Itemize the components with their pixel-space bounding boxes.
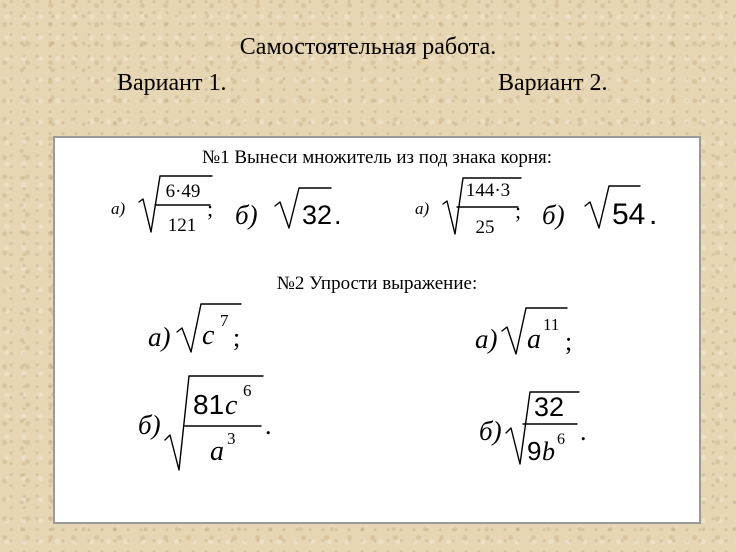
- v2-t2-b-numerator: 32: [533, 392, 565, 422]
- v1-t2-b-label: б): [138, 410, 161, 440]
- v1-t2-b-numerator-var: c: [225, 390, 238, 421]
- v2-t1-b-end: .: [649, 198, 658, 231]
- v1-t1-a-numerator: 6·49: [165, 181, 201, 202]
- formulas-svg: [55, 138, 699, 522]
- v1-t1-b-label: б): [235, 200, 258, 230]
- v2-t1-b-radicand: 54: [612, 198, 646, 231]
- page-title: Самостоятельная работа.: [239, 34, 497, 60]
- v2-t2-a-base: a: [527, 324, 541, 355]
- v2-t2-b-denominator-var: b: [542, 437, 555, 466]
- v2-t1-a-numerator: 144·3: [465, 180, 511, 201]
- v2-t2-b-end: .: [580, 417, 587, 446]
- v1-t2-a-base: c: [202, 320, 215, 351]
- v1-t1-b-end: .: [334, 200, 342, 230]
- v2-t2-a-end: ;: [565, 327, 573, 356]
- v1-t2-b-end: .: [265, 411, 272, 440]
- v1-t1-b-radicand: 32: [302, 200, 333, 230]
- v1-t2-b-denominator-var: a: [210, 436, 224, 467]
- task2-heading: №2 Упрости выражение:: [276, 273, 478, 294]
- variant-2-heading: Вариант 2.: [498, 70, 608, 96]
- v1-t1-a-end: ;: [207, 196, 214, 221]
- v1-t1-a-denominator: 121: [167, 215, 197, 236]
- v1-t1-a-label: а): [111, 199, 126, 218]
- v1-t2-a-exponent: 7: [220, 311, 229, 330]
- v1-t2-a-end: ;: [233, 323, 241, 352]
- v1-t2-b-denominator-exp: 3: [227, 429, 236, 448]
- v2-t2-a-exponent: 11: [543, 315, 560, 334]
- v2-t2-b-denominator-exp: 6: [557, 431, 565, 448]
- v1-t2-b-numerator-coef: 81: [193, 389, 225, 420]
- tasks-panel: [53, 136, 701, 524]
- v2-t1-a-label: а): [415, 199, 430, 218]
- v1-t2-a-label: а): [148, 322, 171, 352]
- v2-t2-b-label: б): [479, 416, 502, 446]
- v1-t2-b-numerator-exp: 6: [243, 381, 252, 400]
- v2-t2-a-label: а): [475, 324, 498, 354]
- v2-t1-b-label: б): [542, 200, 565, 230]
- v2-t1-a-denominator: 25: [475, 217, 495, 238]
- v2-t2-b-denominator-coef: 9: [527, 436, 542, 466]
- v2-t1-a-end: ;: [515, 198, 522, 223]
- variant-1-heading: Вариант 1.: [117, 70, 227, 96]
- task1-heading: №1 Вынеси множитель из под знака корня:: [201, 147, 553, 168]
